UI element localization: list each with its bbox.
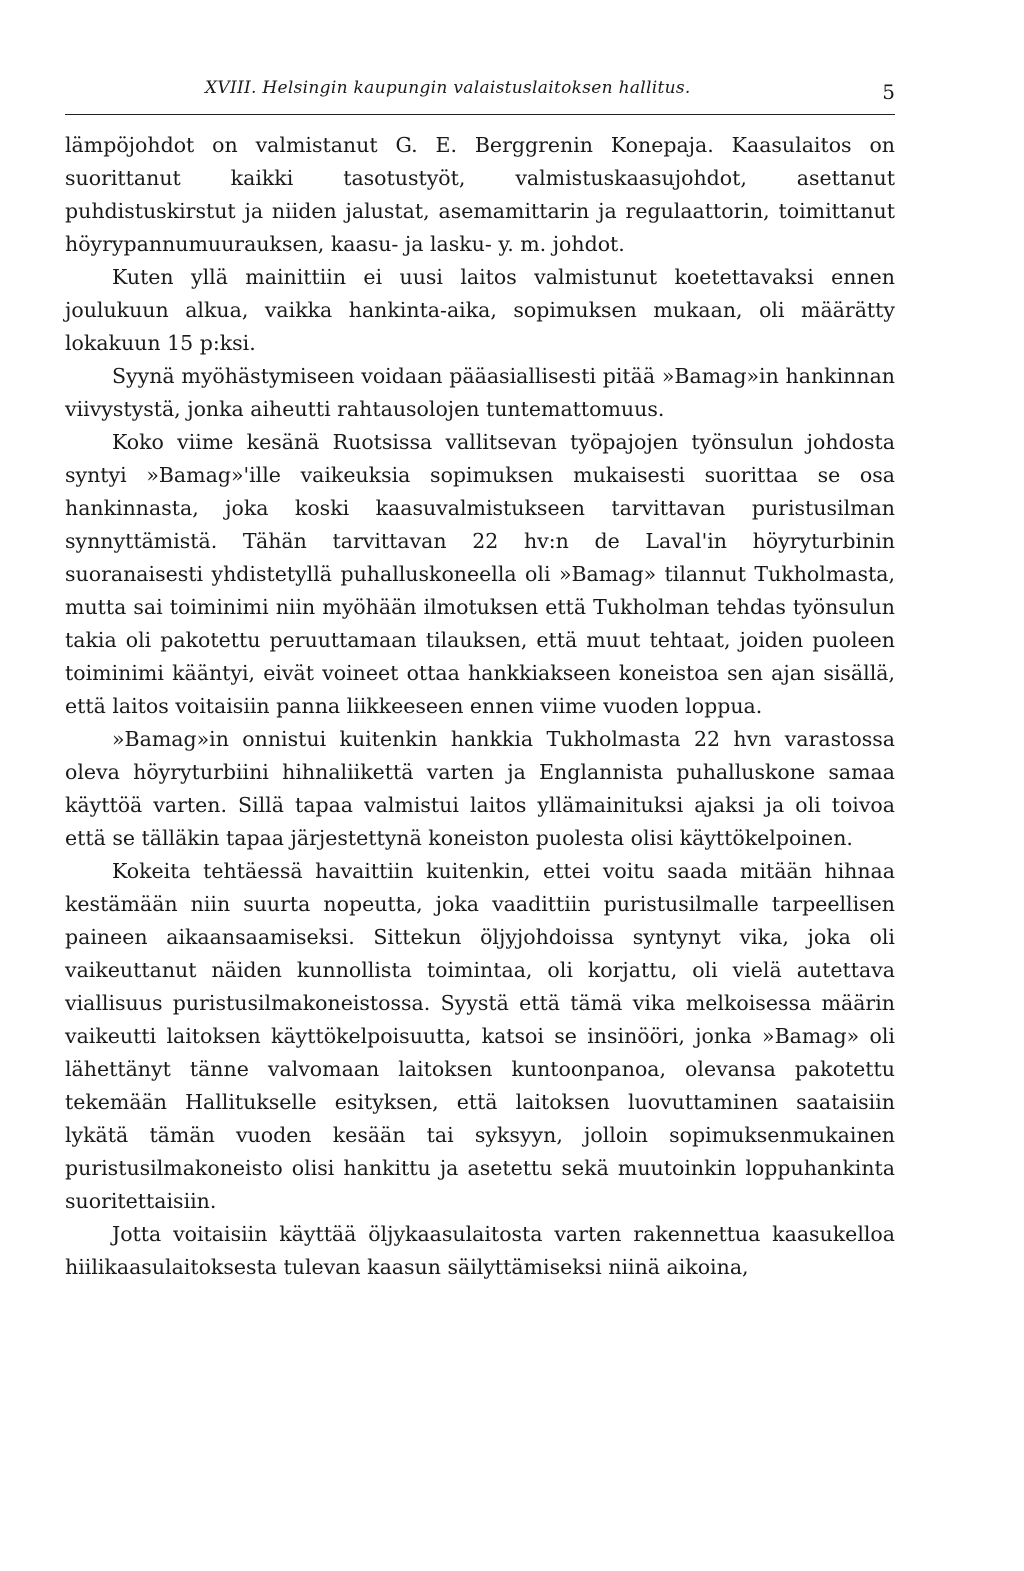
running-header	[65, 78, 895, 115]
body-text	[65, 129, 895, 1284]
page-number: 5	[882, 80, 895, 104]
paragraph-3: Syynä myöhästymiseen voidaan pääasiallisesti pitää »Bamag»in hankinnan viivystystä, jonka aiheutti rahtausolojen tuntemattomuus.	[65, 364, 895, 421]
paragraph-4: Koko viime kesänä Ruotsissa vallitsevan työpajojen työnsulun johdosta syntyi »Bamag»'ille vaikeuksia sopimuksen mukaisesti suorittaa se osa hankinnasta, joka koski kaasuvalmistukseen tarvittavan puristusilman synnyttämistä. Tähän tarvittavan 22 hv:n de Laval'in höyryturbinin suoranaisesti yhdistetyllä puhalluskoneella oli »Bamag» tilannut Tukholmasta, mutta sai toiminimi niin myöhään ilmotuksen että Tukholman tehdas työnsulun takia oli pakotettu peruuttamaan tilauksen, että muut tehtaat, joiden puoleen toiminimi kääntyi, eivät voineet ottaa hankkiakseen koneistoa sen ajan sisällä, että laitos voitaisiin panna liikkeeseen ennen viime vuoden loppua.	[65, 430, 895, 718]
document-page	[65, 78, 895, 1284]
running-title: XVIII. Helsingin kaupungin valaistuslaitoksen hallitus.	[205, 78, 691, 98]
paragraph-6: Kokeita tehtäessä havaittiin kuitenkin, ettei voitu saada mitään hihnaa kestämään niin suurta nopeutta, joka vaadittiin puristusilmalle tarpeellisen paineen aikaansaamiseksi. Sittekun öljyjohdoissa syntynyt vika, joka oli vaikeuttanut näiden kunnollista toimintaa, oli korjattu, oli vielä autettava viallisuus puristusilmakoneistossa. Syystä että tämä vika melkoisessa määrin vaikeutti laitoksen käyttökelpoisuutta, katsoi se insinööri, jonka »Bamag» oli lähettänyt tänne valvomaan laitoksen kuntoonpanoa, olevansa pakotettu tekemään Hallitukselle esityksen, että laitoksen luovuttaminen saataisiin lykätä tämän vuoden kesään tai syksyyn, jolloin sopimuksenmukainen puristusilmakoneisto olisi hankittu ja asetettu sekä muutoinkin loppuhankinta suoritettaisiin.	[65, 859, 895, 1213]
paragraph-2: Kuten yllä mainittiin ei uusi laitos valmistunut koetettavaksi ennen joulukuun alkua, vaikka hankinta-aika, sopimuksen mukaan, oli määrätty lokakuun 15 p:ksi.	[65, 265, 895, 355]
paragraph-7: Jotta voitaisiin käyttää öljykaasulaitosta varten rakennettua kaasukelloa hiilikaasulaitoksesta tulevan kaasun säilyttämiseksi niinä aikoina,	[65, 1222, 895, 1279]
paragraph-1: lämpöjohdot on valmistanut G. E. Berggrenin Konepaja. Kaasulaitos on suorittanut kaikki tasotustyöt, valmistuskaasujohdot, asettanut puhdistuskirstut ja niiden jalustat, asemamittarin ja regulaattorin, toimittanut höyrypannumuurauksen, kaasu- ja lasku- y. m. johdot.	[65, 133, 895, 256]
paragraph-5: »Bamag»in onnistui kuitenkin hankkia Tukholmasta 22 hvn varastossa oleva höyryturbiini hihnaliikettä varten ja Englannista puhalluskone samaa käyttöä varten. Sillä tapaa valmistui laitos yllämainituksi ajaksi ja oli toivoa että se tälläkin tapaa järjestettynä koneiston puolesta olisi käyttökelpoinen.	[65, 727, 895, 850]
